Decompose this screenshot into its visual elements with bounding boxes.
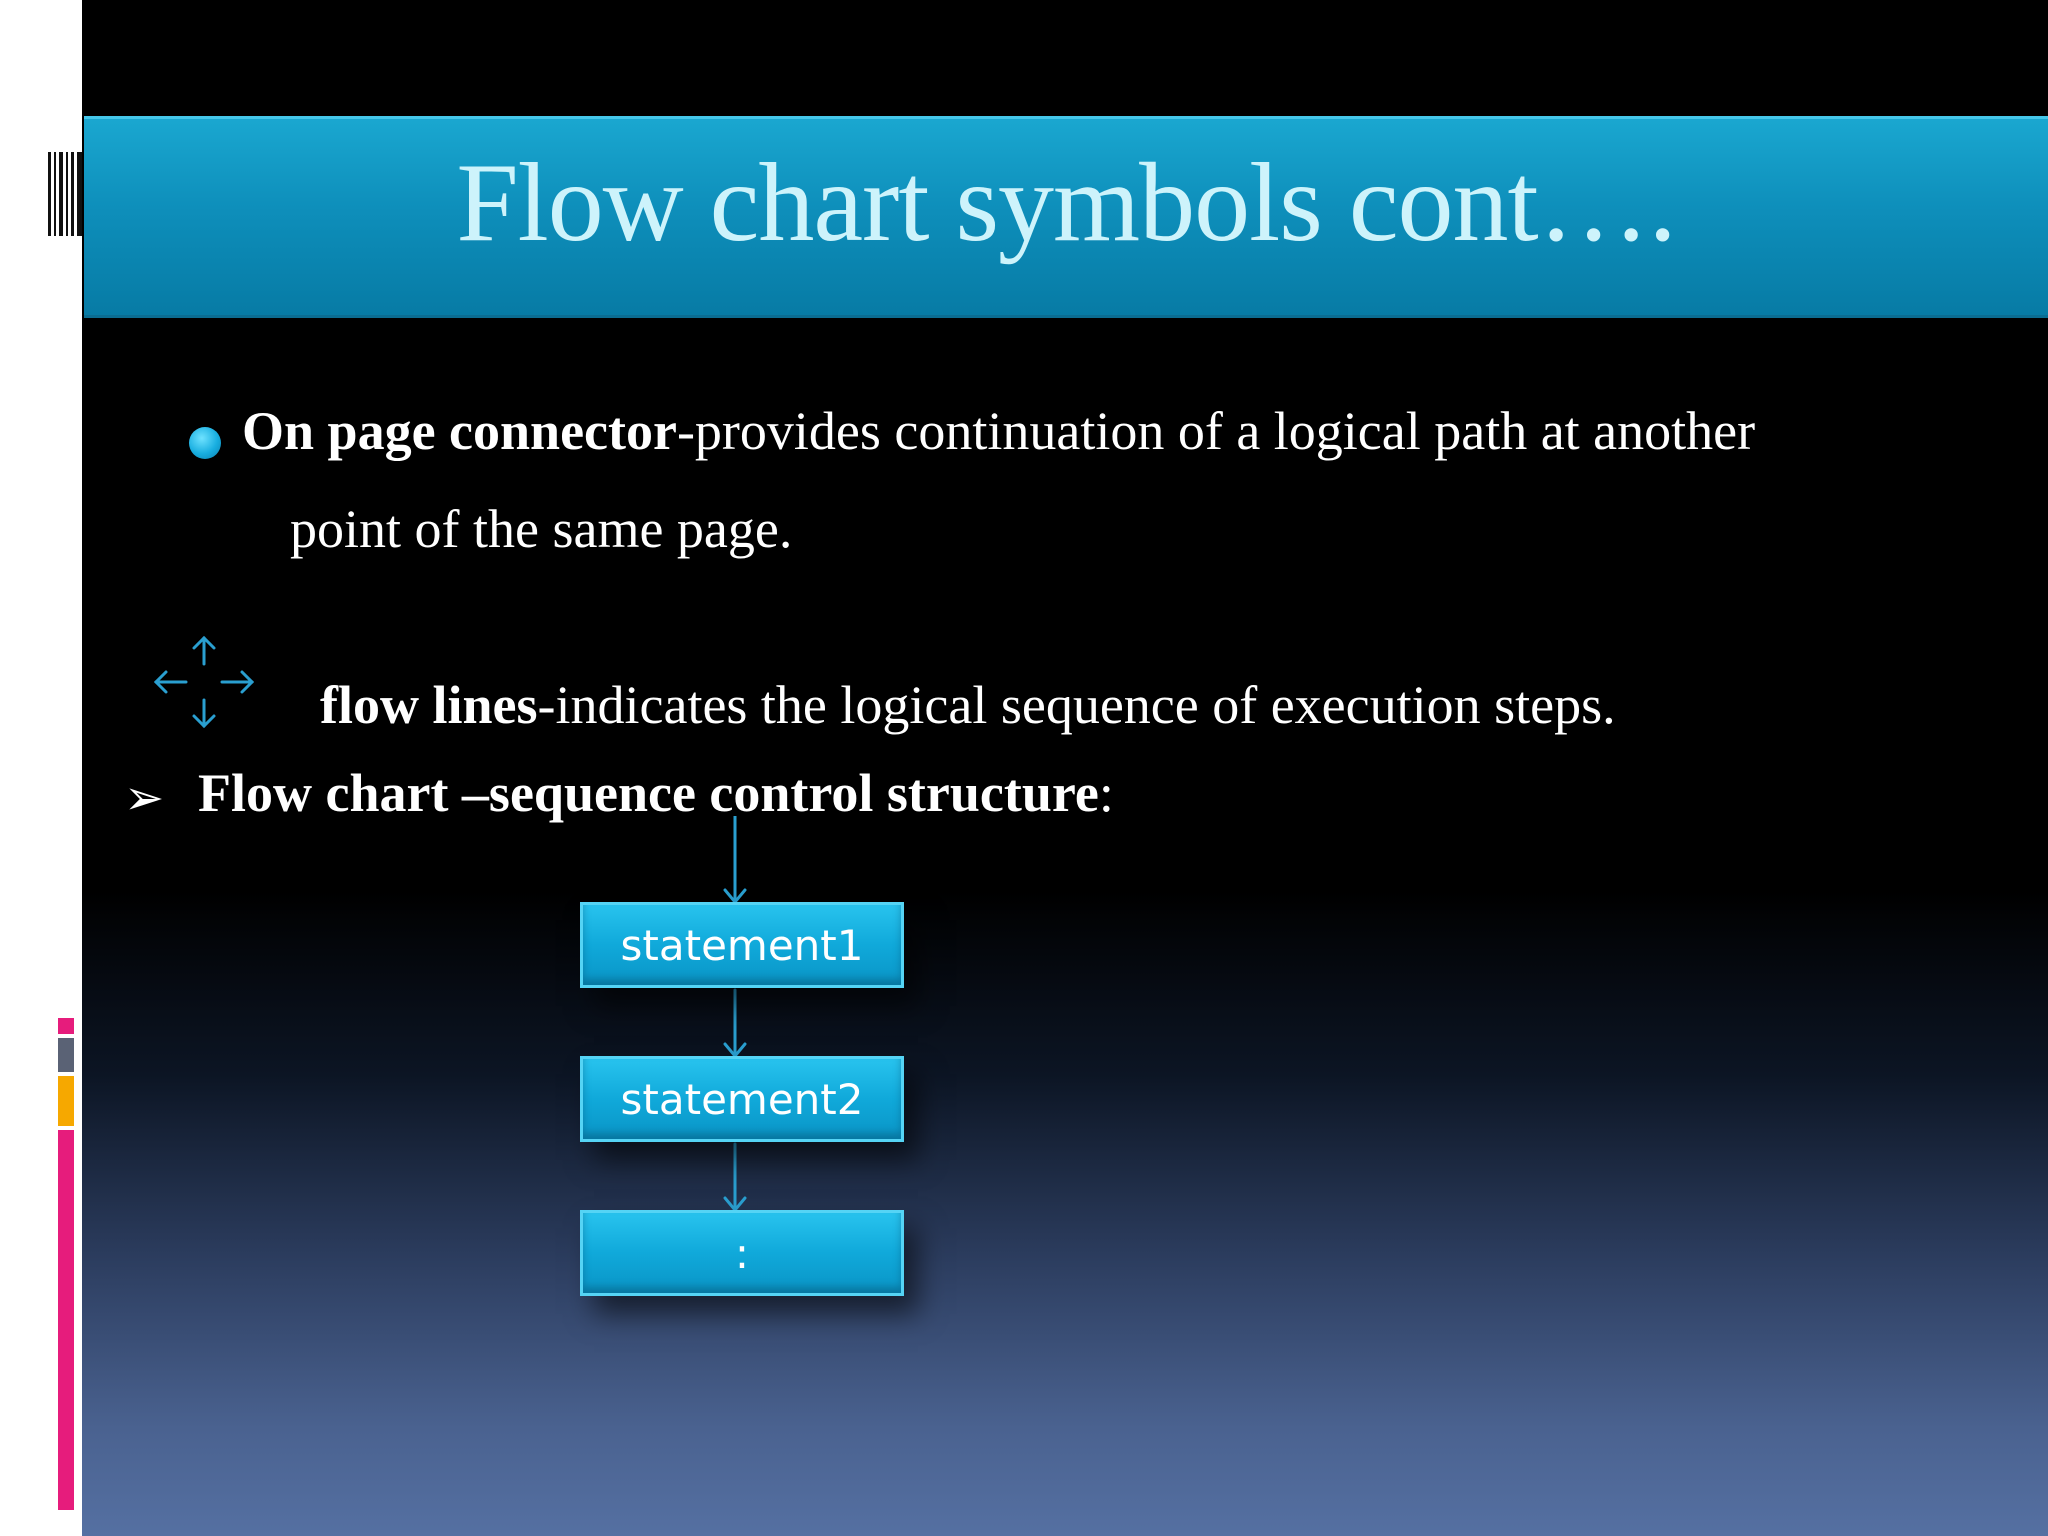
flowlines-term: flow lines bbox=[320, 675, 538, 735]
flowlines-line bbox=[320, 674, 1616, 736]
bullet-dot-icon bbox=[189, 427, 221, 459]
title-bar bbox=[84, 116, 2048, 318]
flowchart-arrows bbox=[700, 816, 770, 1216]
connector-desc: -provides continuation of a logical path at another bbox=[676, 401, 1756, 461]
flowchart-box-continuation: : bbox=[580, 1210, 904, 1296]
slide-title: Flow chart symbols cont…. bbox=[456, 141, 1676, 265]
accent-bar-pink-top bbox=[58, 1018, 74, 1034]
connector-line1 bbox=[242, 400, 1755, 462]
accent-bar-orange bbox=[58, 1076, 74, 1126]
barcode-decoration-icon bbox=[48, 152, 82, 236]
connector-line2: point of the same page. bbox=[290, 499, 793, 559]
accent-bar-gray bbox=[58, 1038, 74, 1072]
flow-lines-icon bbox=[152, 630, 256, 734]
flowlines-desc: -indicates the logical sequence of execution steps. bbox=[537, 675, 1616, 735]
flowchart-box-statement1: statement1 bbox=[580, 902, 904, 988]
accent-bar-pink bbox=[58, 1130, 74, 1510]
arrow-bullet-icon: ➢ bbox=[124, 770, 165, 826]
flowchart-box-statement2: statement2 bbox=[580, 1056, 904, 1142]
sequence-suffix: : bbox=[1098, 763, 1114, 823]
sequence-line bbox=[198, 762, 1114, 824]
connector-term: On page connector bbox=[242, 401, 677, 461]
sequence-term: Flow chart –sequence control structure bbox=[198, 763, 1099, 823]
